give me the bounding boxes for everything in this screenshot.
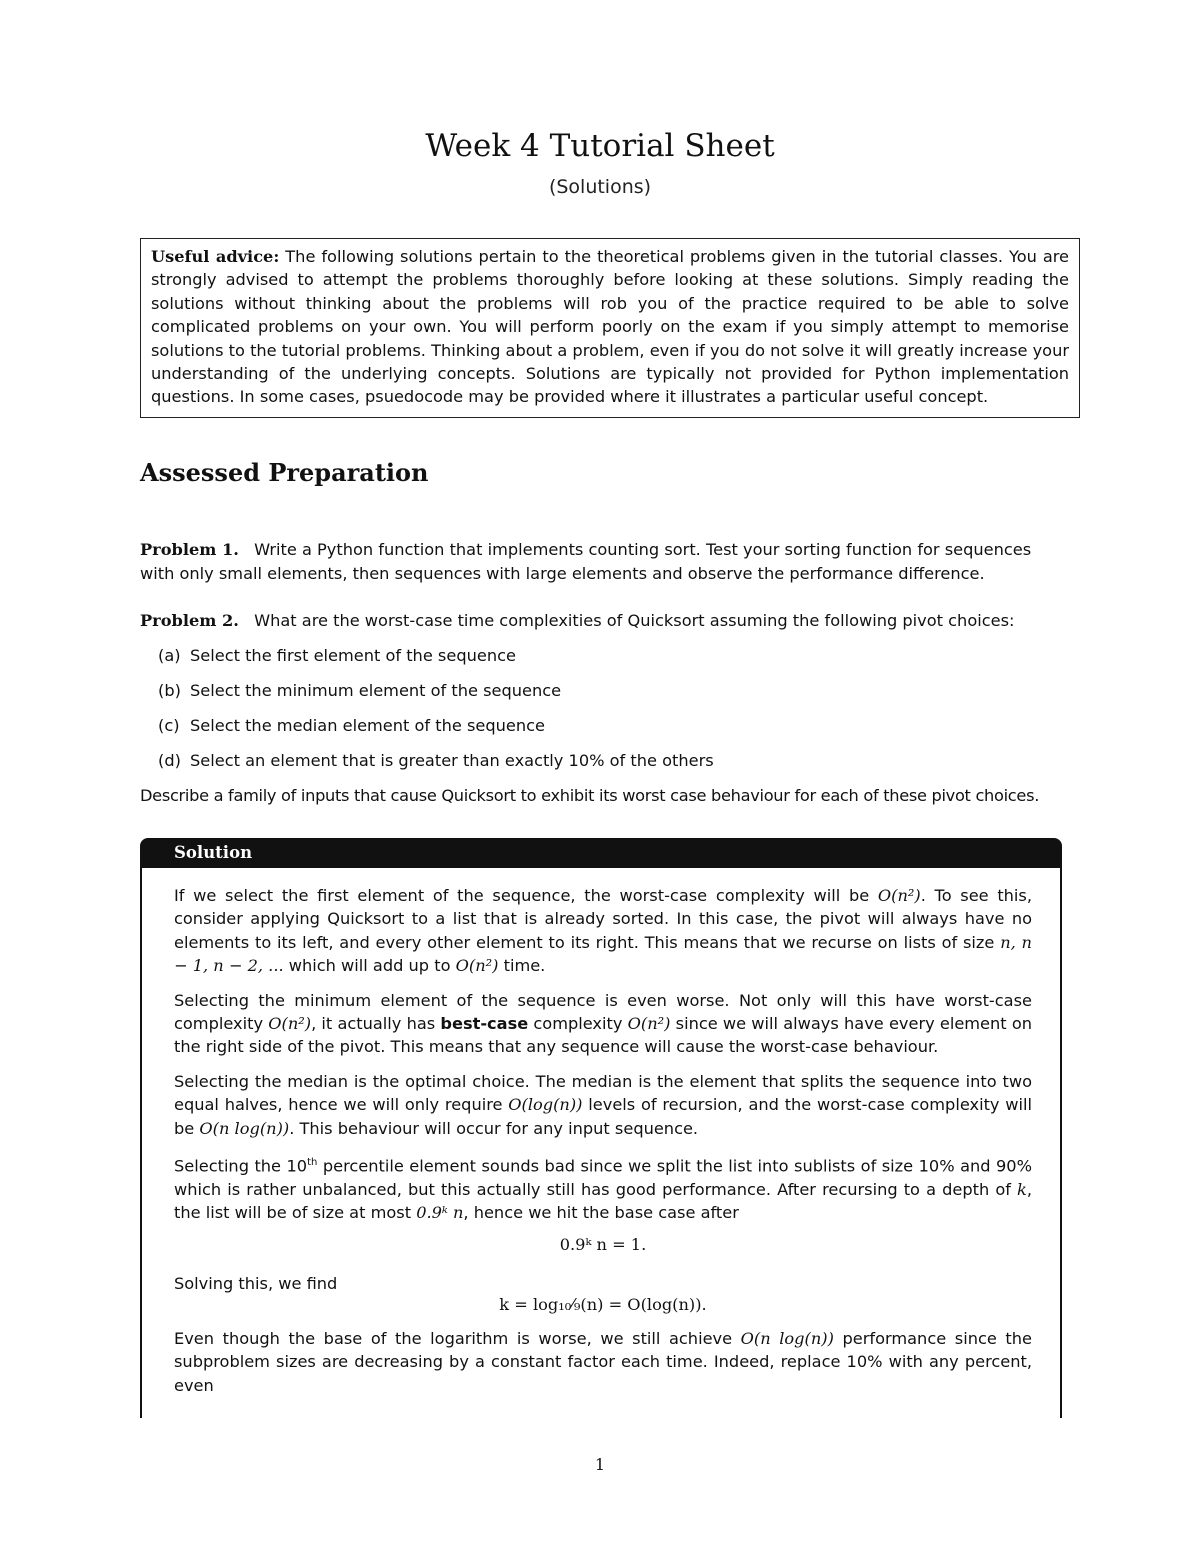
advice-label: Useful advice: [151,247,280,266]
list-item: (d) Select an element that is greater than exactly 10% of the others [158,751,714,770]
section-heading: Assessed Preparation [140,458,429,487]
page-number: 1 [594,1455,606,1474]
solution-paragraph: Selecting the 10th percentile element sounds bad since we split the list into sublists of size 10% and 90% which is rather unbalanced, but this actually still has good performance. After recursing to a depth of k, the list will be of size at most 0.9ᵏ n, hence we hit the base case after [174,1156,1032,1223]
solution-paragraph: Selecting the minimum element of the sequence is even worse. Not only will this have worst-case complexity O(n²), it actually has best-case complexity O(n²) since we will always have every element on the right side of the pivot. This means that any sequence will cause the worst-case behaviour. [174,990,1032,1057]
advice-box [140,238,1080,418]
solution-body [174,884,1032,1408]
list-item: (c) Select the median element of the sequence [158,716,545,735]
problem-1-label: Problem 1. [140,540,239,559]
problem-2 [140,609,1060,633]
problem-2-label: Problem 2. [140,611,239,630]
page-title: Week 4 Tutorial Sheet [425,128,775,164]
equation-base-case: 0.9ᵏ n = 1. [559,1234,647,1254]
solution-paragraph: Selecting the median is the optimal choice. The median is the element that splits the sequence into two equal halves, hence we will only require O(log(n)) levels of recursion, and the worst-case complexity will be O(n log(n)). This behaviour will occur for any input sequence. [174,1071,1033,1138]
solution-heading: Solution [174,843,253,862]
solution-paragraph: If we select the first element of the sequence, the worst-case complexity will be O(n²). To see this, consider applying Quicksort to a list that is already sorted. In this case, the pivot will always have no elements to its left, and every other element to its right. This means that we recurse on lists of size n, n − 1, n − 2, ... which will add up to O(n²) time. [174,886,1033,976]
problem-2-describe: Describe a family of inputs that cause Quicksort to exhibit its worst case behaviour for each of these pivot choices. [140,786,1040,805]
problem-1-text: Write a Python function that implements counting sort. Test your sorting function for sequences with only small elements, then sequences with large elements and observe the performance difference. [140,540,1032,583]
advice-text: The following solutions pertain to the theoretical problems given in the tutorial classes. You are strongly advised to attempt the problems thoroughly before looking at these solutions. Simply reading the solutions without thinking about the problems will rob you of the practice required to be able to solve complicated problems on your own. You will perform poorly on the exam if you simply attempt to memorise solutions to the tutorial problems. Thinking about a problem, even if you do not solve it will greatly increase your understanding of the underlying concepts. Solutions are typically not provided for Python implementation questions. In some cases, psuedocode may be provided where it illustrates a particular useful concept. [151,247,1070,407]
solution-paragraph: Solving this, we find [174,1274,338,1294]
problem-2-text: What are the worst-case time complexities of Quicksort assuming the following pivot choices: [254,611,1015,630]
problem-1 [140,538,1060,586]
solution-box [140,838,1062,1418]
solution-header [142,838,1060,868]
solution-paragraph: Even though the base of the logarithm is worse, we still achieve O(n log(n)) performance since the subproblem sizes are decreasing by a constant factor each time. Indeed, replace 10% with any percent, even [174,1328,1032,1395]
list-item: (a) Select the first element of the sequence [158,646,516,665]
list-item: (b) Select the minimum element of the sequence [158,681,562,700]
equation-depth: k = log₁₀⁄₉(n) = O(log(n)). [499,1295,707,1315]
page-subtitle: (Solutions) [548,176,652,198]
